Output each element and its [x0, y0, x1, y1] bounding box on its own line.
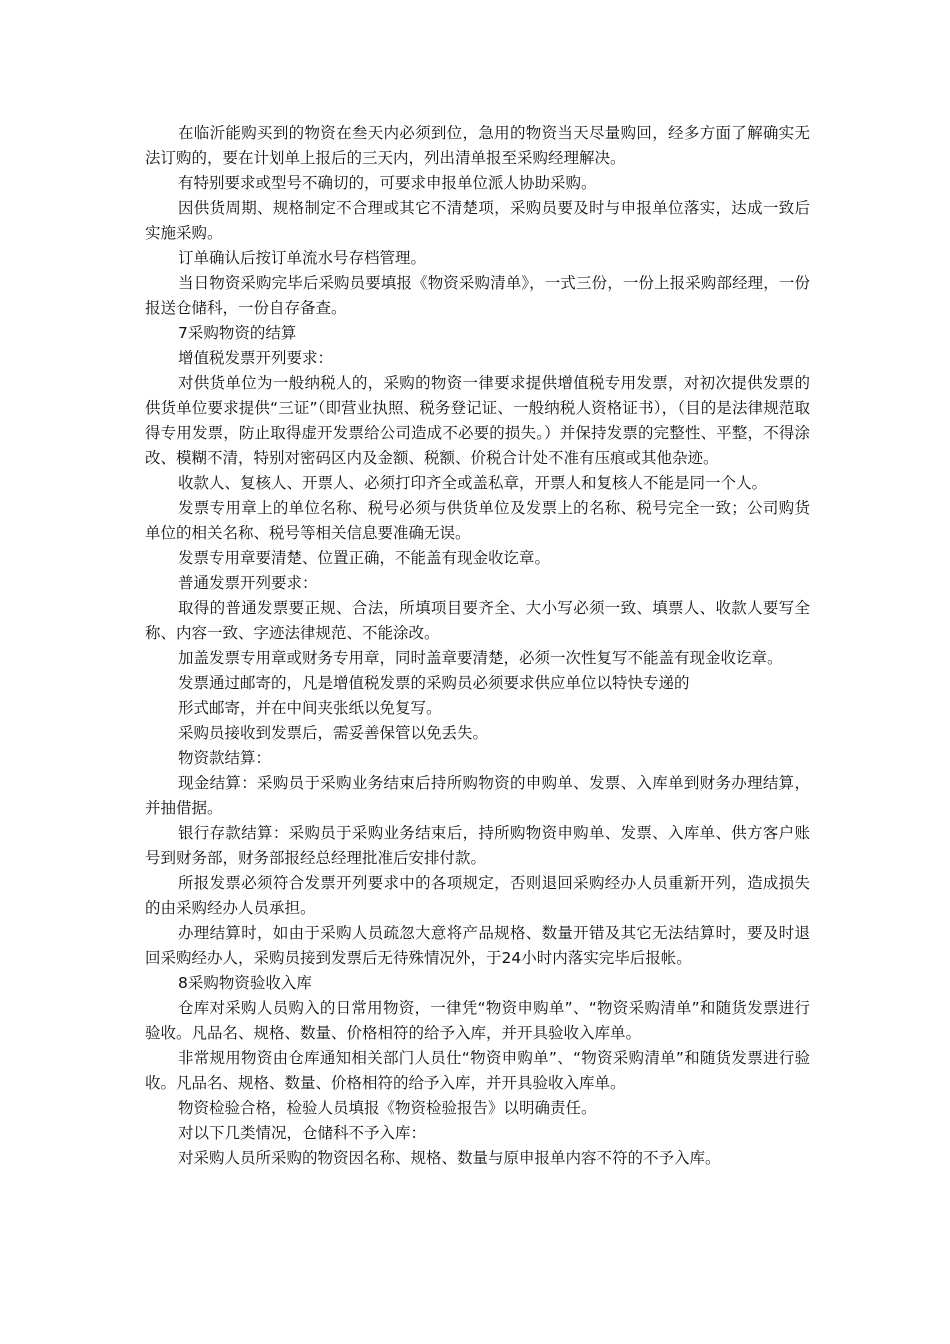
paragraph: 取得的普通发票要正规、合法，所填项目要齐全、大小写必须一致、填票人、收款人要写全称、内容一致、字迹法律规范、不能涂改。	[145, 599, 810, 642]
paragraph: 在临沂能购买到的物资在叁天内必须到位，急用的物资当天尽量购回，经多方面了解确实无法订购的，要在计划单上报后的三天内，列出清单报至采购经理解决。	[145, 124, 810, 167]
paragraph: 物资检验合格，检验人员填报《物资检验报告》以明确责任。	[178, 1099, 597, 1117]
paragraph: 发票专用章要清楚、位置正确，不能盖有现金收讫章。	[178, 549, 551, 567]
paragraph: 收款人、复核人、开票人、必须打印齐全或盖私章，开票人和复核人不能是同一个人。	[178, 474, 768, 492]
subsection-heading: 物资款结算：	[178, 749, 272, 767]
paragraph: 订单确认后按订单流水号存档管理。	[178, 249, 427, 267]
paragraph: 有特别要求或型号不确切的，可要求申报单位派人协助采购。	[178, 174, 597, 192]
paragraph: 当日物资采购完毕后采购员要填报《物资采购清单》，一式三份，一份上报采购部经理，一份报送仓储科，一份自存备查。	[145, 274, 810, 317]
subsection-heading: 普通发票开列要求：	[178, 574, 318, 592]
subsection-heading: 增值税发票开列要求：	[178, 349, 334, 367]
paragraph: 现金结算：采购员于采购业务结束后持所购物资的申购单、发票、入库单到财务办理结算，并抽借据。	[145, 774, 810, 817]
paragraph: 非常规用物资由仓库通知相关部门人员仕“物资申购单”、“物资采购清单”和随货发票进行验收。凡品名、规格、数量、价格相符的给予入库，并开具验收入库单。	[145, 1049, 810, 1092]
paragraph: 仓库对采购人员购入的日常用物资，一律凭“物资申购单”、“物资采购清单”和随货发票进行验收。凡品名、规格、数量、价格相符的给予入库，并开具验收入库单。	[145, 999, 810, 1042]
paragraph: 对供货单位为一般纳税人的，采购的物资一律要求提供增值税专用发票，对初次提供发票的供货单位要求提供“三证”（即营业执照、税务登记证、一般纳税人资格证书），（目的是法律规范取得专用发票，防止取得虚开发票给公司造成不必要的损失。）并保持发票的完整性、平整，不得涂改、模糊不清，特别对密码区内及金额、税额、价税合计处不准有压痕或其他杂迹。	[145, 374, 810, 467]
paragraph: 发票专用章上的单位名称、税号必须与供货单位及发票上的名称、税号完全一致；公司购货单位的相关名称、税号等相关信息要准确无误。	[145, 499, 810, 542]
paragraph: 所报发票必须符合发票开列要求中的各项规定，否则退回采购经办人员重新开列，造成损失的由采购经办人员承担。	[145, 874, 810, 917]
paragraph: 对以下几类情况，仓储科不予入库：	[178, 1124, 427, 1142]
paragraph: 因供货周期、规格制定不合理或其它不清楚项，采购员要及时与申报单位落实，达成一致后实施采购。	[145, 199, 810, 242]
document-body	[145, 121, 810, 1171]
paragraph: 发票通过邮寄的，凡是增值税发票的采购员必须要求供应单位以特快专递的	[178, 674, 690, 692]
section-heading: 7采购物资的结算	[178, 324, 297, 342]
paragraph: 办理结算时，如由于采购人员疏忽大意将产品规格、数量开错及其它无法结算时，要及时退回采购经办人，采购员接到发票后无待殊情况外，于24小时内落实完毕后报帐。	[145, 924, 810, 967]
section-heading: 8采购物资验收入库	[178, 974, 312, 992]
paragraph: 加盖发票专用章或财务专用章，同时盖章要清楚，必须一次性复写不能盖有现金收讫章。	[178, 649, 783, 667]
paragraph: 形式邮寄，并在中间夹张纸以免复写。	[178, 699, 442, 717]
paragraph: 银行存款结算：采购员于采购业务结束后，持所购物资申购单、发票、入库单、供方客户账号到财务部，财务部报经总经理批准后安排付款。	[145, 824, 810, 867]
paragraph: 采购员接收到发票后，需妥善保管以免丢失。	[178, 724, 489, 742]
paragraph: 对采购人员所采购的物资因名称、规格、数量与原申报单内容不符的不予入库。	[178, 1149, 721, 1167]
